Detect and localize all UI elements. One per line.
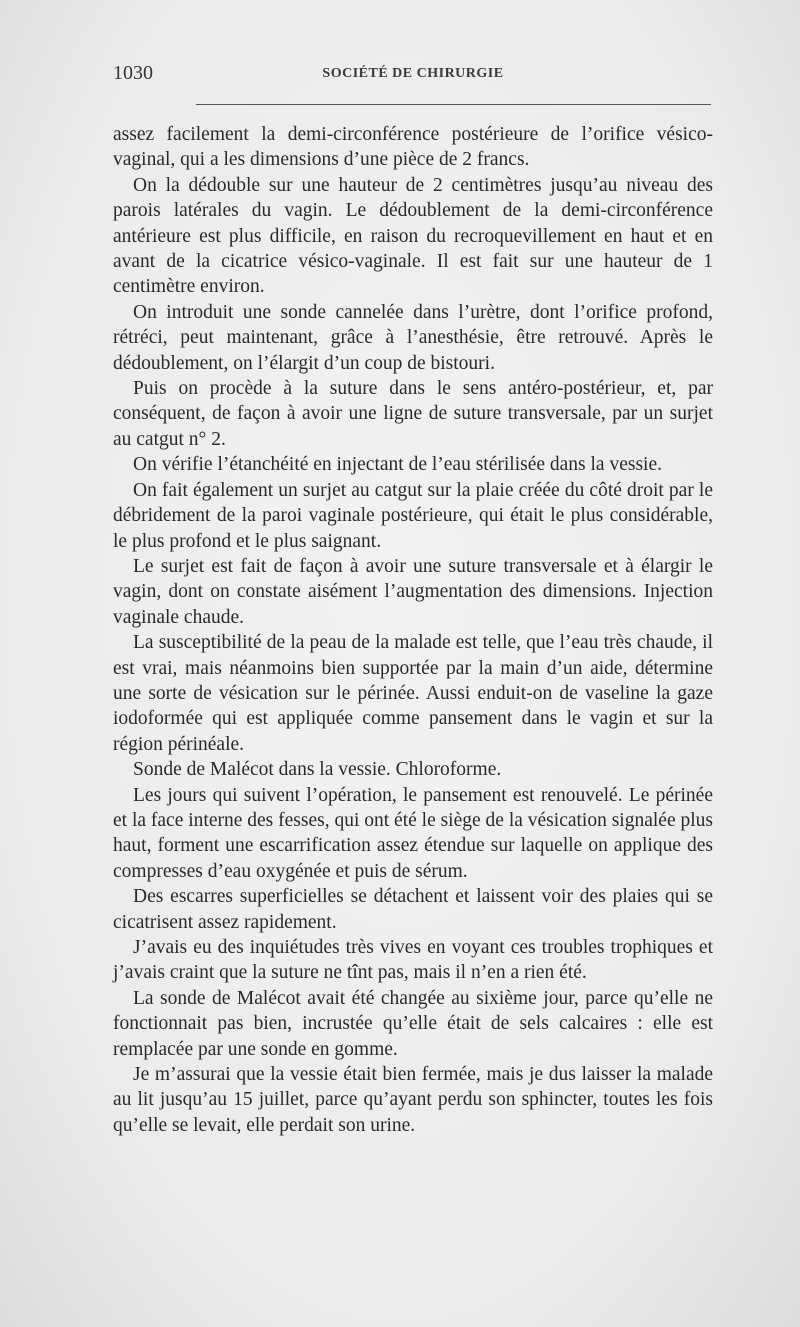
paragraph: La sonde de Malécot avait été changée au sixième jour, parce qu’elle ne fonctionnait pas bien, incrustée qu’elle était de sels calcaires : elle est remplacée par une sonde en gomme. bbox=[113, 987, 713, 1060]
page-header bbox=[113, 62, 713, 90]
paragraph: Je m’assurai que la vessie était bien fermée, mais je dus laisser la malade au lit jusqu’au 15 juillet, parce qu’ayant perdu son sphincter, toutes les fois qu’elle se levait, elle perdait son urine. bbox=[113, 1064, 713, 1136]
paragraph: Sonde de Malécot dans la vessie. Chloroforme. bbox=[133, 759, 502, 781]
paragraph-continued: assez facilement la demi-circonférence postérieure de l’orifice vésico-vaginal, qui a les dimensions d’une pièce de 2 francs. bbox=[113, 124, 713, 171]
paragraph: Puis on procède à la suture dans le sens antéro-postérieur, et, par conséquent, de façon à avoir une ligne de suture transversale, par un surjet au catgut n° 2. bbox=[113, 378, 713, 450]
header-rule bbox=[196, 104, 711, 105]
paragraph: J’avais eu des inquiétudes très vives en voyant ces troubles trophiques et j’avais craint que la suture ne tînt pas, mais il n’en a rien été. bbox=[113, 937, 713, 984]
running-head: SOCIÉTÉ DE CHIRURGIE bbox=[322, 66, 504, 81]
paragraph: On la dédouble sur une hauteur de 2 centimètres jusqu’au niveau des parois latérales du vagin. Le dédoublement de la demi-circonférence antérieure est plus difficile, en raison du recroquevillement en haut et en avant de la cicatrice vésico-vaginale. Il est fait sur une hauteur de 1 centimètre environ. bbox=[113, 174, 713, 298]
paragraph: Le surjet est fait de façon à avoir une suture transversale et à élargir le vagin, dont on constate aisément l’augmentation des dimensions. Injection vaginale chaude. bbox=[113, 555, 713, 628]
paragraph: On vérifie l’étanchéité en injectant de l’eau stérilisée dans la vessie. bbox=[133, 454, 662, 476]
paragraph: Les jours qui suivent l’opération, le pansement est renouvelé. Le périnée et la face interne des fesses, qui ont été le siège de la vésication signalée plus haut, forment une escarrification assez étendue sur laquelle on applique des compresses d’eau oxygénée et puis de sérum. bbox=[113, 784, 713, 882]
paragraph: On fait également un surjet au catgut sur la plaie créée du côté droit par le débridement de la paroi vaginale postérieure, qui était le plus considérable, le plus profond et le plus saignant. bbox=[113, 479, 713, 552]
page-number: 1030 bbox=[113, 62, 153, 84]
body-text bbox=[113, 122, 713, 1138]
paragraph: Des escarres superficielles se détachent et laissent voir des plaies qui se cicatrisent assez rapidement. bbox=[113, 886, 713, 933]
paragraph: La susceptibilité de la peau de la malade est telle, que l’eau très chaude, il est vrai, mais néanmoins bien supportée par la main d’un aide, détermine une sorte de vésication sur le périnée. Aussi enduit-on de vaseline la gaze iodoformée qui est appliquée comme pansement dans le vagin et sur la région périnéale. bbox=[113, 632, 713, 755]
paragraph: On introduit une sonde cannelée dans l’urètre, dont l’orifice profond, rétréci, peut maintenant, grâce à l’anesthésie, être retrouvé. Après le dédoublement, on l’élargit d’un coup de bistouri. bbox=[113, 301, 713, 374]
